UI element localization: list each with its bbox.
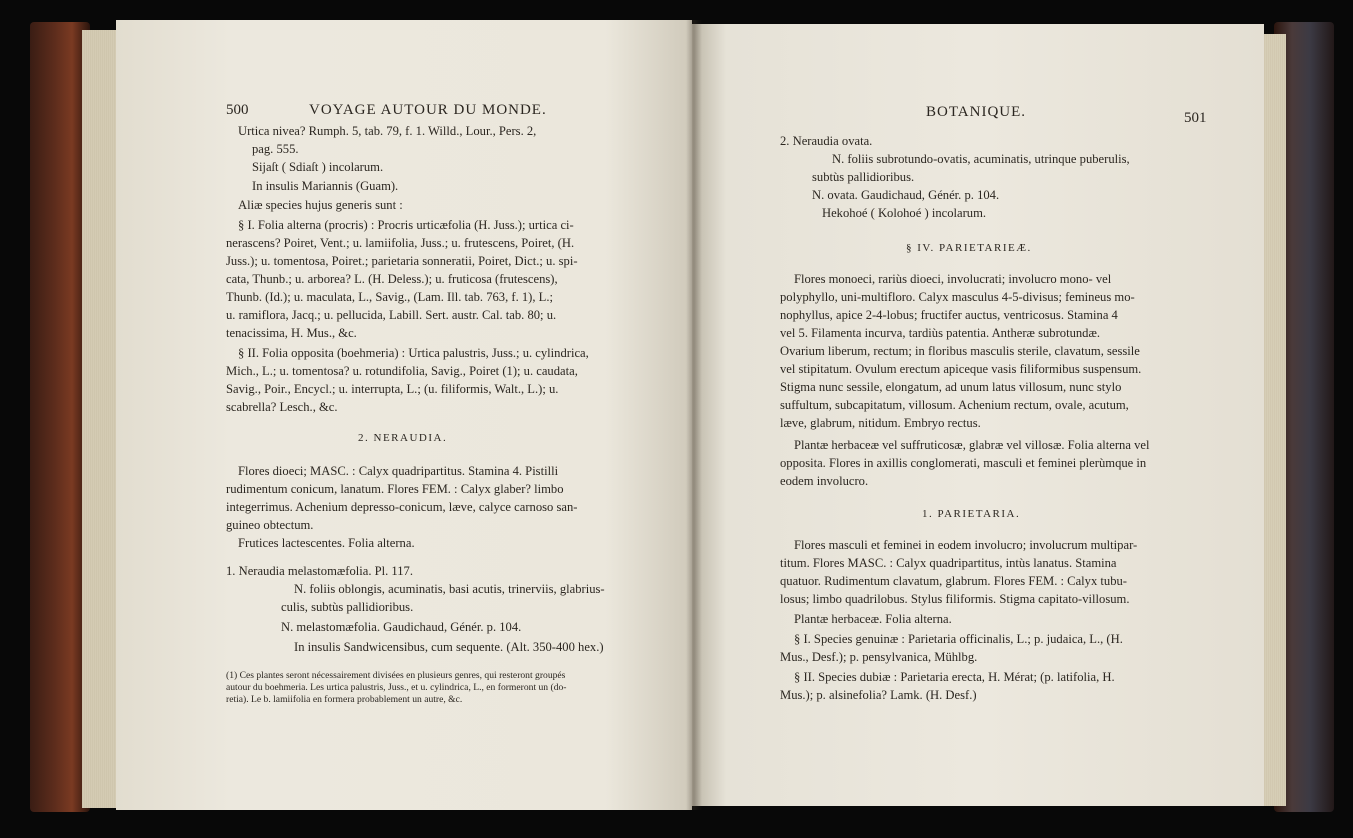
text-line: vel 5. Filamenta incurva, tardiùs patentia. Antheræ subrotundæ. [780,326,1101,340]
text-line: Flores monoeci, rariùs dioeci, involucrati; involucro mono- vel [794,272,1112,286]
text-line: nophyllus, apice 2-4-lobus; fructifer auctus, ventricosus. Stamina 4 [780,308,1118,322]
text-line: Flores masculi et feminei in eodem involucro; involucrum multipar- [794,538,1138,552]
text-line: § I. Species genuinæ : Parietaria officinalis, L.; p. judaica, L., (H. [794,632,1123,646]
text-line: Mus., Desf.); p. pensylvanica, Mühlbg. [780,650,978,664]
text-line: Plantæ herbaceæ. Folia alterna. [794,612,952,626]
text-line: losus; limbo quadrilobus. Stylus filiformis. Stigma capitato-villosum. [780,592,1130,606]
text-line: rudimentum conicum, lanatum. Flores FEM. : Calyx glaber? limbo [226,482,564,496]
text-line: subtùs pallidioribus. [812,170,915,184]
text-line: læve, glabrum, nitidum. Embryo rectus. [780,416,981,430]
species-heading: 2. Neraudia ovata. [780,134,873,148]
text-line: guineo obtectum. [226,518,314,532]
text-line: § I. Folia alterna (procris) : Procris urticæfolia (H. Juss.); urtica ci- [238,218,574,232]
page-number-right: 501 [1184,110,1207,126]
text-line: culis, subtùs pallidioribus. [281,600,414,614]
section-heading-neraudia: 2. NERAUDIA. [358,432,448,444]
text-line: Mus.); p. alsinefolia? Lamk. (H. Desf.) [780,688,977,702]
open-book [22,14,1334,820]
text-line: suffultum, subcapitatum, villosum. Achenium rectum, ovale, acutum, [780,398,1129,412]
text-line: Frutices lactescentes. Folia alterna. [238,536,415,550]
footnote-line: autour du boehmeria. Les urtica palustris, Juss., et u. cylindrica, L., en formeront un (do- [226,682,567,693]
text-line: eodem involucro. [780,474,869,488]
text-line: Mich., L.; u. tomentosa? u. rotundifolia, Savig., Poiret (1); u. caudata, [226,364,578,378]
text-line: Stigma nunc sessile, elongatum, ad unum latus villosum, nunc stylo [780,380,1122,394]
text-line: polyphyllo, uni-multifloro. Calyx masculus 4-5-divisus; femineus mo- [780,290,1135,304]
text-line: N. foliis oblongis, acuminatis, basi acutis, trinerviis, glabrius- [294,582,605,596]
page-number-left: 500 [226,102,249,118]
text-line: § II. Folia opposita (boehmeria) : Urtica palustris, Juss.; u. cylindrica, [238,346,589,360]
species-heading: 1. Neraudia melastomæfolia. Pl. 117. [226,564,414,578]
text-line: Hekohoé ( Kolohoé ) incolarum. [822,206,987,220]
text-line: cata, Thunb.; u. arborea? L. (H. Deless.); u. fruticosa (frutescens), [226,272,558,286]
footnote-line: (1) Ces plantes seront nécessairement divisées en plusieurs genres, qui resteront groupés [226,670,566,681]
text-line: Flores dioeci; MASC. : Calyx quadripartitus. Stamina 4. Pistilli [238,464,559,478]
text-line: scabrella? Lesch., &c. [226,400,338,414]
text-line: u. ramiflora, Jacq.; u. pellucida, Labill. Sert. austr. Cal. tab. 80; u. [226,308,557,322]
text-line: Aliæ species hujus generis sunt : [238,198,403,212]
text-line: Sĳaſt ( Sdiaſt ) incolarum. [252,160,384,174]
text-line: Ovarium liberum, rectum; in floribus masculis sterile, clavatum, sessile [780,344,1140,358]
section-heading-parietaria: 1. PARIETARIA. [922,508,1021,520]
section-heading-parietarieae: § IV. PARIETARIEÆ. [906,242,1032,254]
book-gutter [686,20,702,810]
text-line: In insulis Sandwicensibus, cum sequente. (Alt. 350-400 hex.) [294,640,604,654]
text-line: pag. 555. [252,142,299,156]
text-line: In insulis Mariannis (Guam). [252,179,399,193]
text-line: nerascens? Poiret, Vent.; u. lamiifolia, Juss.; u. frutescens, Poiret, (H. [226,236,575,250]
text-line: Urtica nivea? Rumph. 5, tab. 79, f. 1. Willd., Lour., Pers. 2, [238,124,537,138]
text-line: quatuor. Rudimentum clavatum, glabrum. Flores FEM. : Calyx tubu- [780,574,1127,588]
right-page [692,24,1264,806]
text-line: Savig., Poir., Encycl.; u. interrupta, L.; (u. filiformis, Walt., L.); u. [226,382,559,396]
text-line: Plantæ herbaceæ vel suffruticosæ, glabræ vel villosæ. Folia alterna vel [794,438,1150,452]
running-head-left: VOYAGE AUTOUR DU MONDE. [309,102,547,118]
text-line: § II. Species dubiæ : Parietaria erecta, H. Mérat; (p. latifolia, H. [794,670,1115,684]
text-line: titum. Flores MASC. : Calyx quadripartitus, intùs lanatus. Stamina [780,556,1117,570]
left-cover [30,22,90,812]
text-line: N. melastomæfolia. Gaudichaud, Génér. p. 104. [281,620,522,634]
text-line: opposita. Flores in axillis conglomerati, masculi et feminei plerùmque in [780,456,1147,470]
running-head-right: BOTANIQUE. [926,104,1027,120]
text-line: integerrimus. Achenium depresso-conicum, læve, calyce carnoso san- [226,500,578,514]
text-line: N. ovata. Gaudichaud, Génér. p. 104. [812,188,1000,202]
text-line: tenacissima, H. Mus., &c. [226,326,357,340]
footnote-line: retia). Le b. lamiifolia en formera probablement un autre, &c. [226,694,463,705]
text-line: Thunb. (Id.); u. maculata, L., Savig., (Lam. Ill. tab. 763, f. 1), L.; [226,290,554,304]
text-line: Juss.); u. tomentosa, Poiret.; parietaria sonneratii, Poiret, Dict.; u. spi- [226,254,578,268]
left-page [116,20,692,810]
text-line: vel stipitatum. Ovulum erectum apiceque vasis filiformibus suspensum. [780,362,1142,376]
right-page-edges [1262,34,1286,806]
text-line: N. foliis subrotundo-ovatis, acuminatis, utrinque puberulis, [832,152,1130,166]
